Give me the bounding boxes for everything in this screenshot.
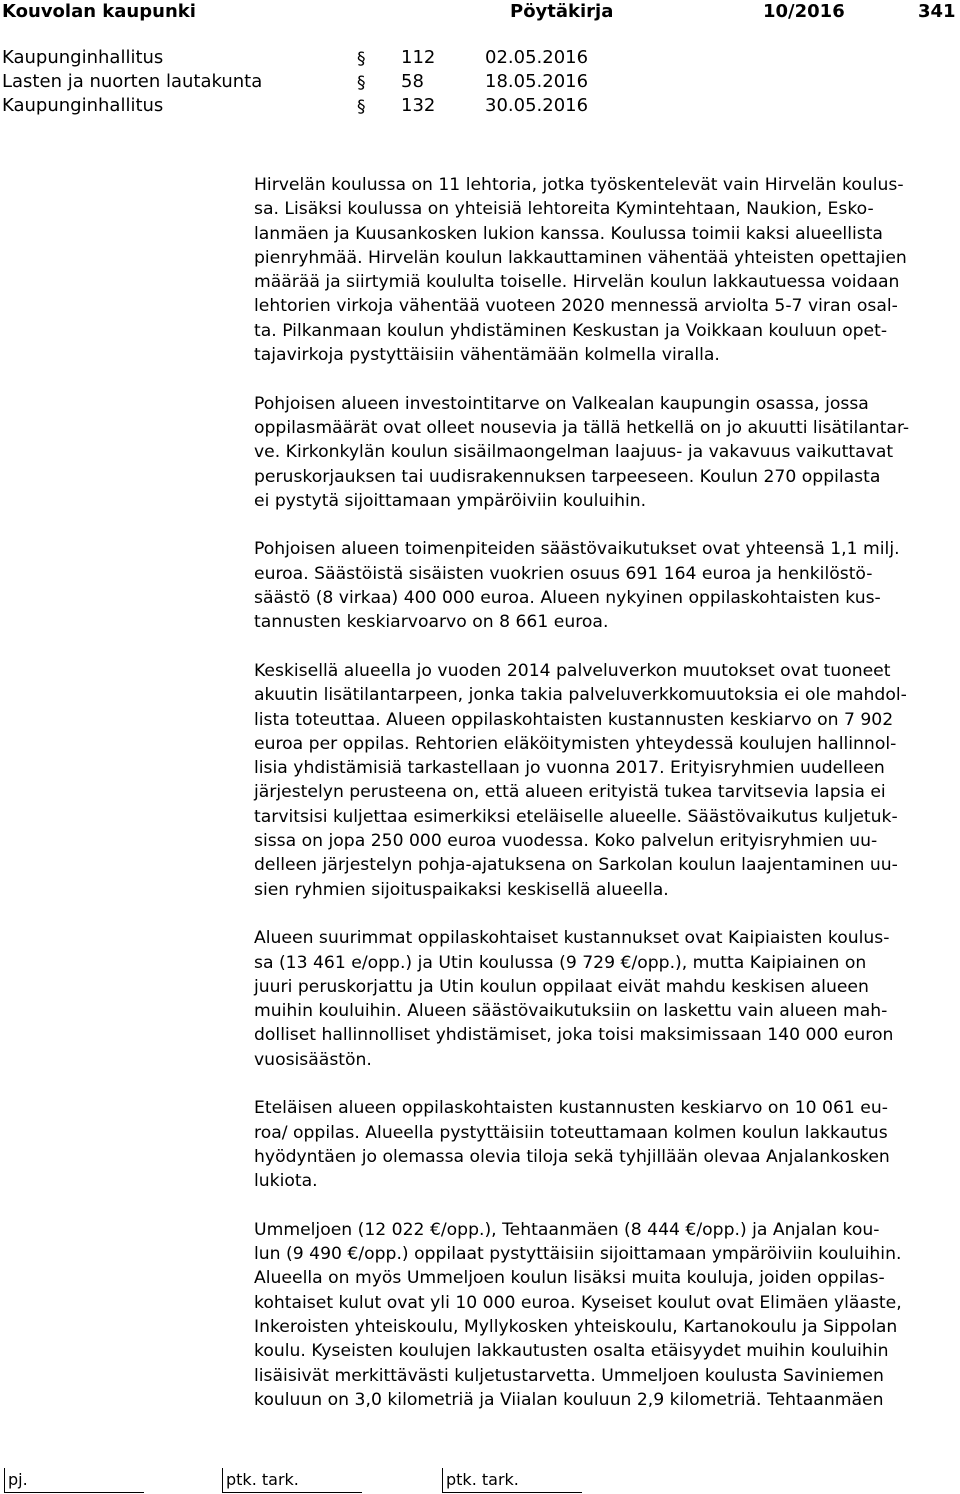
document-body — [254, 173, 957, 1436]
issue-number: 10/2016 — [763, 1, 845, 22]
signature-footer — [0, 1468, 960, 1494]
document-type: Pöytäkirja — [510, 1, 614, 22]
meeting-row — [2, 46, 702, 70]
body-paragraph: Keskisellä alueella jo vuoden 2014 palveluverkon muutokset ovat tuoneet akuutin lisätilantarpeen, jonka takia palveluverkkomuutoksia ei ole mahdol- lista toteuttaa. Alueen oppilaskohtaisten kustannusten keskiarvo on 7 902 euroa per oppilas. Rehtorien eläköitymisten yhteydessä koulujen hallinnol- lisia yhdistämisiä tarkastellaan jo vuonna 2017. Erityisryhmien uudelleen järjestelyn perusteena on, että alueen erityistä tukea tarvitsevia lapsia ei tarvitsisi kuljettaa esimerkiksi eteläiselle alueelle. Säästövaikutus kuljetuk- sissa on jopa 250 000 euroa vuodessa. Koko palvelun erityisryhmien uu- delleen järjestelyn pohja-ajatuksena on Sarkolan koulun laajentaminen uu- sien ryhmien sijoituspaikaksi keskisellä alueella. — [254, 660, 907, 900]
meeting-body: Kaupunginhallitus — [2, 47, 164, 68]
meeting-row — [2, 94, 702, 118]
body-paragraph: Pohjoisen alueen toimenpiteiden säästövaikutukset ovat yhteensä 1,1 milj. euroa. Säästöistä sisäisten vuokrien osuus 691 164 euroa ja henkilöstö- säästö (8 virkaa) 400 000 euroa. Alueen nykyinen oppilaskohtaisten kus- tannusten keskiarvoarvo on 8 661 euroa. — [254, 539, 900, 633]
svg-text:§: § — [357, 97, 366, 115]
meeting-date: 02.05.2016 — [485, 47, 589, 68]
meeting-section: 58 — [401, 71, 424, 92]
body-paragraph: Hirvelän koulussa on 11 lehtoria, jotka työskentelevät vain Hirvelän koulus- sa. Lisäksi koulussa on yhteisiä lehtoreita Kymintehtaan, Naukion, Esko- lanmäen ja Kuusankosken lukion kanssa. Koulussa toimii kaksi alueellista pienryhmää. Hirvelän koulun lakkauttaminen vähentää yhteisten opettajien määrää ja siirtymiä koululta toiselle. Hirvelän koulun lakkautuessa voidaan lehtorien virkoja vähentää vuoteen 2020 mennessä arviolta 5-7 viran osal- ta. Pilkanmaan koulun yhdistäminen Keskustan ja Voikkaan kouluun opet- tajavirkoja pystyttäisiin vähentämään kolmella viralla. — [254, 175, 907, 366]
section-sign-icon — [356, 49, 370, 67]
svg-text:§: § — [357, 49, 366, 67]
meeting-row — [2, 70, 702, 94]
body-paragraph: Alueen suurimmat oppilaskohtaiset kustannukset ovat Kaipiaisten koulus- sa (13 461 e/opp.) ja Utin koulussa (9 729 €/opp.), mutta Kaipiainen on juuri peruskorjattu ja Utin koulun oppilaat eivät mahdu keskisen alueen muihin kouluihin. Alueen säästövaikutuksiin on laskettu vain alueen mah- dolliset hallinnolliset yhdistämiset, joka toisi maksimissaan 140 000 euron vuosisäästön. — [254, 928, 894, 1070]
chair-signature-field: pj. — [4, 1468, 144, 1493]
section-sign-icon — [356, 73, 370, 91]
meeting-section: 132 — [401, 95, 436, 116]
organization-name: Kouvolan kaupunki — [2, 1, 196, 22]
page-number: 341 — [918, 1, 956, 22]
minutes-checker-field: ptk. tark. — [442, 1468, 582, 1493]
meeting-section: 112 — [401, 47, 436, 68]
body-paragraph: Eteläisen alueen oppilaskohtaisten kustannusten keskiarvo on 10 061 eu- roa/ oppilas. Alueella pystyttäisiin toteuttamaan kolmen koulun lakkautus hyödyntäen jo olemassa olevia tiloja sekä tyhjillään olevaa Anjalankosken lukiota. — [254, 1098, 890, 1192]
meeting-date: 30.05.2016 — [485, 95, 589, 116]
meeting-references — [2, 46, 702, 118]
svg-text:§: § — [357, 73, 366, 91]
body-paragraph: Ummeljoen (12 022 €/opp.), Tehtaanmäen (8 444 €/opp.) ja Anjalan kou- lun (9 490 €/opp.) oppilaat pystyttäisiin sijoittamaan ympäröiviin kouluihin. Alueella on myös Ummeljoen koulun lisäksi muita kouluja, joiden oppilas- kohtaiset kulut ovat yli 10 000 euroa. Kyseiset koulut ovat Elimäen yläaste, Inkeroisten yhteiskoulu, Myllykosken yhteiskoulu, Kartanokoulu ja Sippolan koulu. Kyseisten koulujen lakkautusten osalta etäisyydet muihin kouluihin lisäisivät merkittävästi kuljetustarvetta. Ummeljoen koulusta Saviniemen kouluun on 3,0 kilometriä ja Viialan kouluun 2,9 kilometriä. Tehtaanmäen — [254, 1219, 902, 1410]
minutes-checker-field: ptk. tark. — [222, 1468, 362, 1493]
body-paragraph: Pohjoisen alueen investointitarve on Valkealan kaupungin osassa, jossa oppilasmäärät ovat olleet nousevia ja tällä hetkellä on jo akuutti lisätilantar- ve. Kirkonkylän koulun sisäilmaongelman laajuus- ja vakavuus vaikuttavat peruskorjauksen tai uudisrakennuksen tarpeeseen. Koulun 270 oppilasta ei pystytä sijoittamaan ympäröiviin kouluihin. — [254, 393, 910, 511]
meeting-body: Kaupunginhallitus — [2, 95, 164, 116]
page-header — [0, 0, 960, 24]
section-sign-icon — [356, 97, 370, 115]
meeting-date: 18.05.2016 — [485, 71, 589, 92]
meeting-body: Lasten ja nuorten lautakunta — [2, 71, 263, 92]
